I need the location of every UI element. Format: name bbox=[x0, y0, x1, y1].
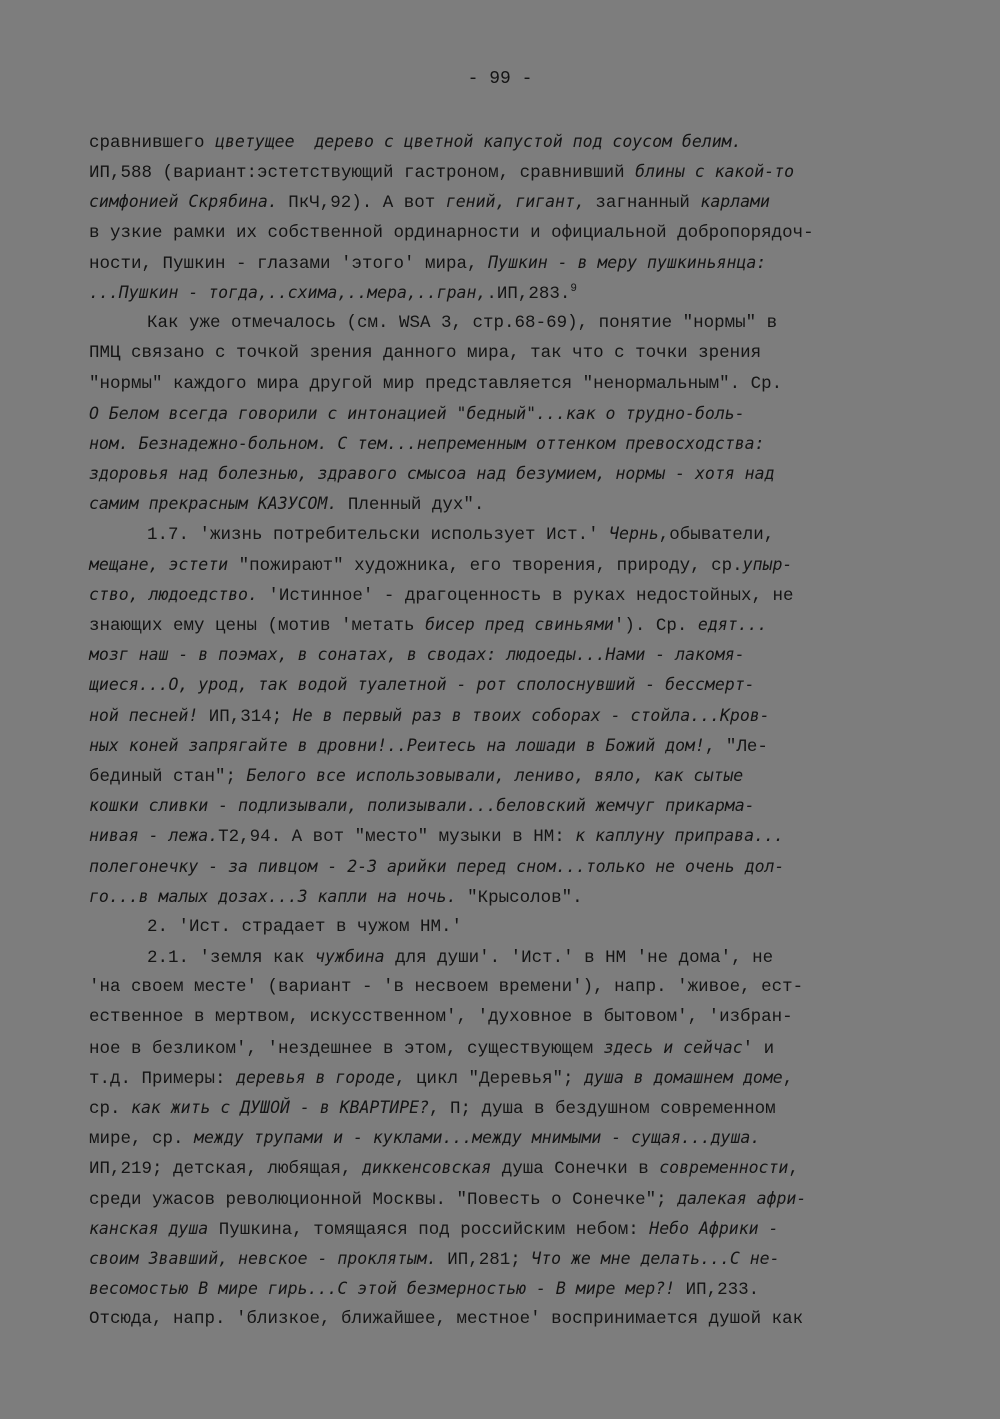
text-line bbox=[89, 1123, 919, 1153]
text-run: '). Ср. bbox=[613, 616, 698, 636]
text-line bbox=[89, 640, 919, 670]
italic-quote: го...в малых дозах...3 капли на ночь. bbox=[89, 886, 457, 906]
text-line bbox=[89, 731, 919, 761]
text-run: ,обыватели, bbox=[658, 525, 775, 546]
text-run: сравнившего bbox=[89, 133, 216, 153]
text-run: для души'. 'Ист.' в НМ 'не дома', не bbox=[384, 948, 774, 969]
text-run: , bbox=[782, 1068, 794, 1089]
text-run: т.д. Примеры: bbox=[89, 1068, 237, 1089]
text-run: .ИП,283. bbox=[486, 283, 571, 304]
text-run: "пожирают" художника, его творения, природу, ср. bbox=[228, 555, 743, 576]
text-line bbox=[89, 429, 919, 459]
italic-quote: блины с какой-то bbox=[635, 162, 795, 182]
text-run: Т2,94. А вот "место" музыки в НМ: bbox=[218, 827, 576, 848]
text-line bbox=[89, 550, 919, 580]
text-line bbox=[89, 1214, 919, 1244]
text-line bbox=[89, 1304, 919, 1334]
text-line bbox=[89, 1063, 919, 1093]
text-run: 'на своем месте' (вариант - 'в несвоем времени'), напр. 'живое, ест- bbox=[89, 977, 804, 998]
page-number: - 99 - bbox=[467, 69, 533, 89]
text-run: в узкие рамки их собственной ординарности и официальной добропорядоч- bbox=[89, 222, 814, 243]
text-line bbox=[89, 1184, 919, 1214]
text-run: ср. bbox=[89, 1099, 132, 1119]
italic-quote: гений, гигант, bbox=[445, 192, 585, 212]
text-line bbox=[89, 1244, 919, 1274]
text-line bbox=[89, 942, 919, 972]
italic-quote: здоровья над болезнью, здравого смысоа над безумием, нормы - хотя над bbox=[89, 464, 775, 484]
text-line bbox=[89, 369, 919, 399]
text-line bbox=[89, 882, 919, 912]
text-run: 1.7. 'жизнь потребительски использует Ист.' bbox=[147, 525, 610, 546]
italic-quote: своим Звавший, невское - проклятым. bbox=[89, 1248, 437, 1268]
text-line bbox=[89, 519, 919, 549]
italic-quote: О Белом всегда говорили с интонацией "бедный"...как о трудно-боль- bbox=[89, 403, 745, 423]
text-line bbox=[89, 1002, 919, 1032]
text-run: ное в безликом', 'нездешнее в этом, существующем bbox=[89, 1038, 604, 1059]
italic-quote: нивая - лежа. bbox=[89, 826, 219, 846]
italic-quote: деревья в городе bbox=[236, 1067, 395, 1087]
text-run: , bbox=[788, 1159, 799, 1180]
text-run: , П; душа в бездушном современном bbox=[429, 1099, 776, 1119]
italic-quote: диккенсовская bbox=[362, 1158, 492, 1178]
text-line bbox=[89, 308, 919, 338]
text-run: мире, ср. bbox=[89, 1129, 195, 1150]
text-run: Пленный дух". bbox=[337, 495, 485, 516]
text-line bbox=[89, 278, 919, 308]
italic-quote: мозг наш - в поэмах, в сонатах, в сводах: людоеды...Нами - лакомя- bbox=[89, 645, 745, 665]
text-run: знающих ему цены (мотив 'метать bbox=[89, 616, 426, 636]
italic-quote: далекая афри- bbox=[677, 1188, 807, 1208]
text-run: среди ужасов революционной Москвы. "Повесть о Сонечке"; bbox=[89, 1189, 678, 1210]
text-line bbox=[89, 399, 919, 429]
text-line bbox=[89, 157, 919, 187]
italic-quote: здесь и сейчас bbox=[603, 1037, 743, 1057]
text-line bbox=[89, 610, 919, 640]
italic-quote: ство, людоедство. bbox=[89, 584, 258, 604]
text-line bbox=[89, 852, 919, 882]
italic-quote: ...Пушкин - тогда,..схима,..мера,..гран, bbox=[89, 282, 487, 302]
text-line bbox=[89, 791, 919, 821]
text-line bbox=[89, 701, 919, 731]
text-run: Пушкина, томящаяся под российским небом: bbox=[208, 1219, 650, 1240]
italic-quote: ных коней запрягайте в дровни!..Реитесь на лошади в Божий дом! bbox=[89, 735, 705, 755]
italic-quote: чужбина bbox=[315, 947, 385, 967]
italic-quote: канская душа bbox=[89, 1218, 209, 1238]
italic-quote: современности bbox=[659, 1158, 789, 1178]
text-line bbox=[89, 1274, 919, 1304]
text-line bbox=[89, 459, 919, 489]
italic-quote: полегонечку - за пивцом - 2-3 арийки перед сном...только не очень дол- bbox=[89, 856, 785, 876]
text-run: "нормы" каждого мира другой мир представляется "ненормальным". Ср. bbox=[89, 373, 783, 394]
italic-quote: Белого все использовывали, лениво, вяло, как сытые bbox=[246, 765, 744, 785]
text-line bbox=[89, 1153, 919, 1183]
text-line bbox=[89, 1093, 919, 1123]
text-run: душа Сонечки в bbox=[491, 1159, 660, 1180]
italic-quote: ной песней! bbox=[89, 705, 199, 725]
text-line bbox=[89, 187, 919, 217]
text-line bbox=[89, 127, 919, 157]
text-run: бединый стан"; bbox=[89, 766, 247, 787]
text-line bbox=[89, 580, 919, 610]
text-run: загнанный bbox=[584, 193, 701, 214]
text-run: ности, Пушкин - глазами 'этого' мира, bbox=[89, 253, 489, 274]
italic-quote: ном. Безнадежно-больном. С тем...непременным оттенком превосходства: bbox=[89, 433, 765, 453]
text-run: "Крысолов". bbox=[456, 887, 583, 908]
italic-quote: цветущее дерево с цветной капустой под соусом белим. bbox=[215, 132, 742, 151]
italic-quote: Чернь bbox=[609, 524, 659, 544]
italic-quote: как жить с ДУШОЙ - в КВАРТИРЕ? bbox=[131, 1098, 430, 1117]
text-line bbox=[89, 1033, 919, 1063]
italic-quote: Не в первый раз в твоих соборах - стойла...Кров- bbox=[292, 705, 770, 725]
italic-quote: симфонией Скрябина. bbox=[89, 192, 278, 212]
italic-quote: между трупами и - куклами...между мнимыми - сущая...душа. bbox=[194, 1128, 761, 1148]
text-run: ПМЦ связано с точкой зрения данного мира, так что с точки зрения bbox=[89, 343, 762, 364]
italic-quote: щиеся...О, урод, так водой туалетной - рот сполоснувший - бессмерт- bbox=[89, 675, 755, 695]
text-run: , цикл "Деревья"; bbox=[394, 1068, 585, 1089]
italic-quote: Пушкин - в меру пушкиньянца: bbox=[488, 252, 767, 272]
text-run: 'Истинное' - драгоценность в руках недостойных, не bbox=[257, 585, 794, 606]
italic-quote: Что же мне делать...С не- bbox=[531, 1248, 780, 1268]
text-line bbox=[89, 912, 919, 942]
italic-quote: карлами bbox=[700, 192, 770, 212]
text-run: ИП,219; детская, любящая, bbox=[89, 1159, 363, 1180]
text-line bbox=[89, 670, 919, 700]
text-line bbox=[89, 489, 919, 519]
text-line bbox=[89, 248, 919, 278]
italic-quote: Небо Африки - bbox=[649, 1218, 779, 1238]
text-run: Как уже отмечалось (см. WSA 3, стр.68-69), понятие "нормы" в bbox=[147, 313, 778, 334]
italic-quote: к каплуну приправа... bbox=[575, 826, 784, 846]
text-run: ПкЧ,92). А вот bbox=[277, 193, 446, 214]
text-run: Отсюда, напр. 'близкое, ближайшее, местное' воспринимается душой как bbox=[89, 1309, 804, 1330]
text-line bbox=[89, 338, 919, 368]
text-run: 2. 'Ист. страдает в чужом НМ.' bbox=[147, 916, 463, 937]
text-run: ' и bbox=[742, 1038, 775, 1059]
body-text bbox=[89, 127, 919, 1335]
text-run: ИП,588 (вариант:эстетствующий гастроном, сравнивший bbox=[89, 163, 636, 184]
text-line bbox=[89, 821, 919, 851]
italic-quote: упыр- bbox=[742, 554, 793, 574]
text-line bbox=[89, 972, 919, 1002]
italic-quote: едят... bbox=[697, 615, 768, 634]
text-run: ИП,314; bbox=[198, 706, 293, 727]
italic-quote: весомостью В мире гирь...С этой безмерностью - В мире мер?! bbox=[89, 1279, 676, 1299]
italic-quote: мещане, эстети bbox=[89, 554, 229, 574]
italic-quote: кошки сливки - подлизывали, полизывали...беловский жемчуг прикарма- bbox=[89, 796, 755, 816]
text-run: ИП,281; bbox=[436, 1249, 532, 1270]
text-run: , "Ле- bbox=[704, 736, 768, 757]
footnote-marker: 9 bbox=[570, 283, 577, 296]
text-run: ИП,233. bbox=[675, 1280, 760, 1301]
italic-quote: бисер пред свиньями bbox=[425, 615, 614, 634]
italic-quote: самим прекрасным КАЗУСОМ. bbox=[89, 494, 338, 514]
text-line bbox=[89, 761, 919, 791]
text-run: 2.1. 'земля как bbox=[147, 948, 316, 969]
text-line bbox=[89, 218, 919, 248]
italic-quote: душа в домашнем доме bbox=[584, 1067, 783, 1087]
text-run: ественное в мертвом, искусственном', 'духовное в бытовом', 'избран- bbox=[89, 1007, 793, 1028]
